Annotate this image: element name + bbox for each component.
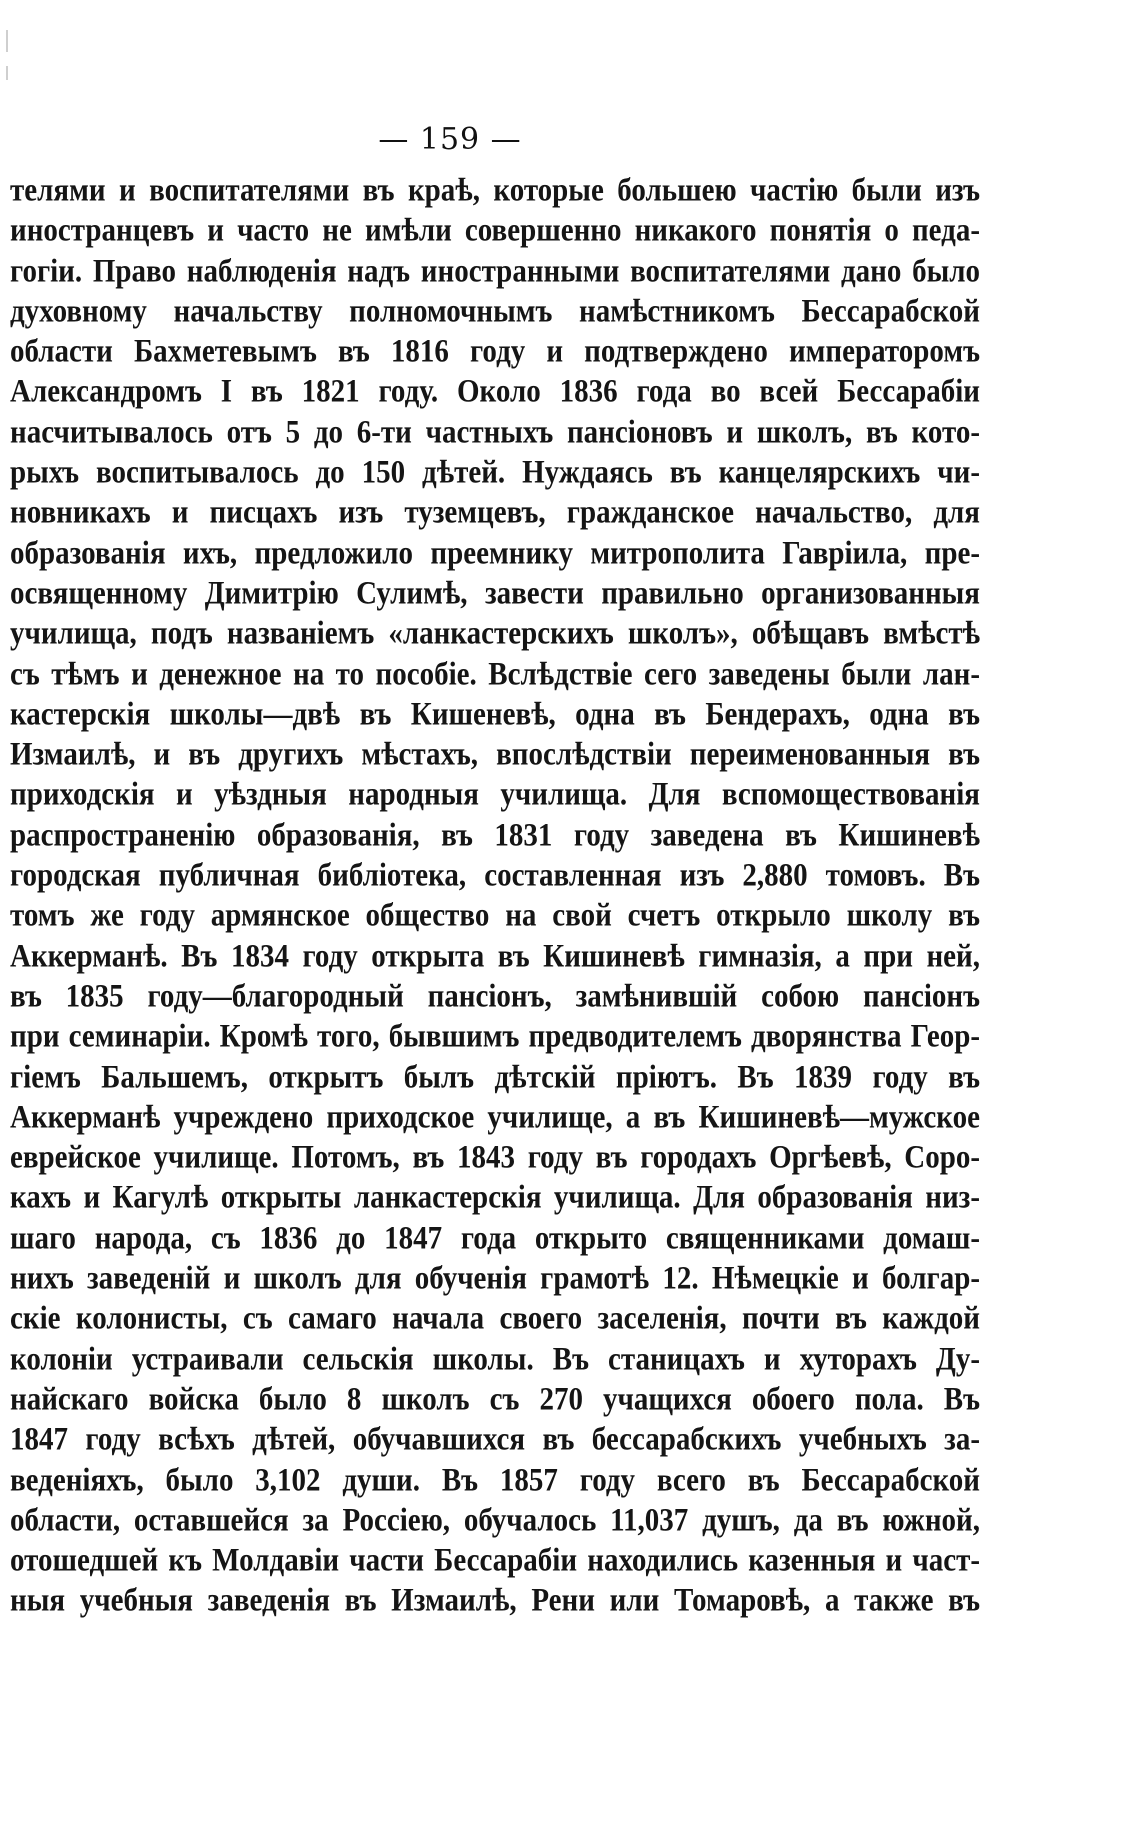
text-line: Аккерманѣ. Въ 1834 году открыта въ Кишиневѣ гимназія, а при ней, <box>10 938 980 974</box>
text-line: приходскія и уѣздныя народныя училища. Для вспомоществованія <box>10 776 980 813</box>
margin-mark <box>6 66 8 80</box>
text-line: кахъ и Кагулѣ открыты ланкастерскія училища. Для образованія низ- <box>10 1179 980 1216</box>
text-line: Аккерманѣ учреждено приходское училище, а въ Кишиневѣ—мужское <box>10 1099 980 1136</box>
margin-mark <box>6 30 8 52</box>
text-line: еврейское училище. Потомъ, въ 1843 году въ городахъ Оргѣевѣ, Соро- <box>10 1139 980 1176</box>
text-line: училища, подъ названіемъ «ланкастерскихъ школъ», обѣщавъ вмѣстѣ <box>10 615 980 652</box>
text-line: распространенію образованія, въ 1831 году заведена въ Кишиневѣ <box>10 817 980 854</box>
text-line: шаго народа, съ 1836 до 1847 года открыто священниками домаш- <box>10 1220 980 1257</box>
text-line: духовному начальству полномочнымъ намѣстникомъ Бессарабской <box>10 293 980 330</box>
text-line: образованія ихъ, предложило преемнику митрополита Гавріила, пре- <box>10 535 980 571</box>
text-line: нихъ заведеній и школъ для обученія грамотѣ 12. Нѣмецкіе и болгар- <box>10 1260 980 1297</box>
text-line: телями и воспитателями въ краѣ, которые большею частію были изъ <box>10 172 980 209</box>
text-line: 1847 году всѣхъ дѣтей, обучавшихся въ бессарабскихъ учебныхъ за- <box>10 1421 980 1458</box>
text-line: отошедшей къ Молдавіи части Бессарабіи находились казенныя и част- <box>10 1542 980 1579</box>
text-line: гогіи. Право наблюденія надъ иностранными воспитателями дано было <box>10 253 980 289</box>
text-line: при семинаріи. Кромѣ того, бывшимъ предводителемъ дворянства Геор- <box>10 1018 980 1055</box>
text-line: новникахъ и писцахъ изъ туземцевъ, гражданское начальство, для <box>10 494 980 531</box>
text-line: иностранцевъ и часто не имѣли совершенно никакого понятія о педа- <box>10 212 980 249</box>
text-line: области Бахметевымъ въ 1816 году и подтверждено императоромъ <box>10 333 980 370</box>
text-line: колоніи устраивали сельскія школы. Въ станицахъ и хуторахъ Ду- <box>10 1341 980 1377</box>
text-line: освященному Димитрію Сулимѣ, завести правильно организованныя <box>10 575 980 612</box>
text-line: веденіяхъ, было 3,102 души. Въ 1857 году всего въ Бессарабской <box>10 1461 980 1498</box>
text-line: томъ же году армянское общество на свой счетъ открыло школу въ <box>10 897 980 934</box>
text-line: городская публичная библіотека, составленная изъ 2,880 томовъ. Въ <box>10 857 980 894</box>
body-text <box>10 168 980 1619</box>
text-line: насчитывалось отъ 5 до 6-ти частныхъ пансіоновъ и школъ, въ кото- <box>10 414 980 451</box>
text-line: скіе колонисты, съ самаго начала своего заселенія, почти въ каждой <box>10 1300 980 1337</box>
page-number: — 159 — <box>378 122 522 157</box>
text-line: гіемъ Бальшемъ, открытъ былъ дѣтскій пріютъ. Въ 1839 году въ <box>10 1059 980 1095</box>
text-line: Измаилѣ, и въ другихъ мѣстахъ, впослѣдствіи переименованныя въ <box>10 736 980 773</box>
text-line: ныя учебныя заведенія въ Измаилѣ, Рени или Томаровѣ, а также въ <box>10 1582 980 1619</box>
text-line: Александромъ I въ 1821 году. Около 1836 года во всей Бессарабіи <box>10 373 980 410</box>
text-line: рыхъ воспитывалось до 150 дѣтей. Нуждаясь въ канцелярскихъ чи- <box>10 454 980 491</box>
text-line: области, оставшейся за Россіею, обучалось 11,037 душъ, да въ южной, <box>10 1502 980 1539</box>
text-line: въ 1835 году—благородный пансіонъ, замѣнившій собою пансіонъ <box>10 978 980 1015</box>
text-line: кастерскія школы—двѣ въ Кишеневѣ, одна въ Бендерахъ, одна въ <box>10 696 980 733</box>
text-line: съ тѣмъ и денежное на то пособіе. Вслѣдствіе сего заведены были лан- <box>10 656 980 692</box>
text-line: найскаго войска было 8 школъ съ 270 учащихся обоего пола. Въ <box>10 1381 980 1418</box>
